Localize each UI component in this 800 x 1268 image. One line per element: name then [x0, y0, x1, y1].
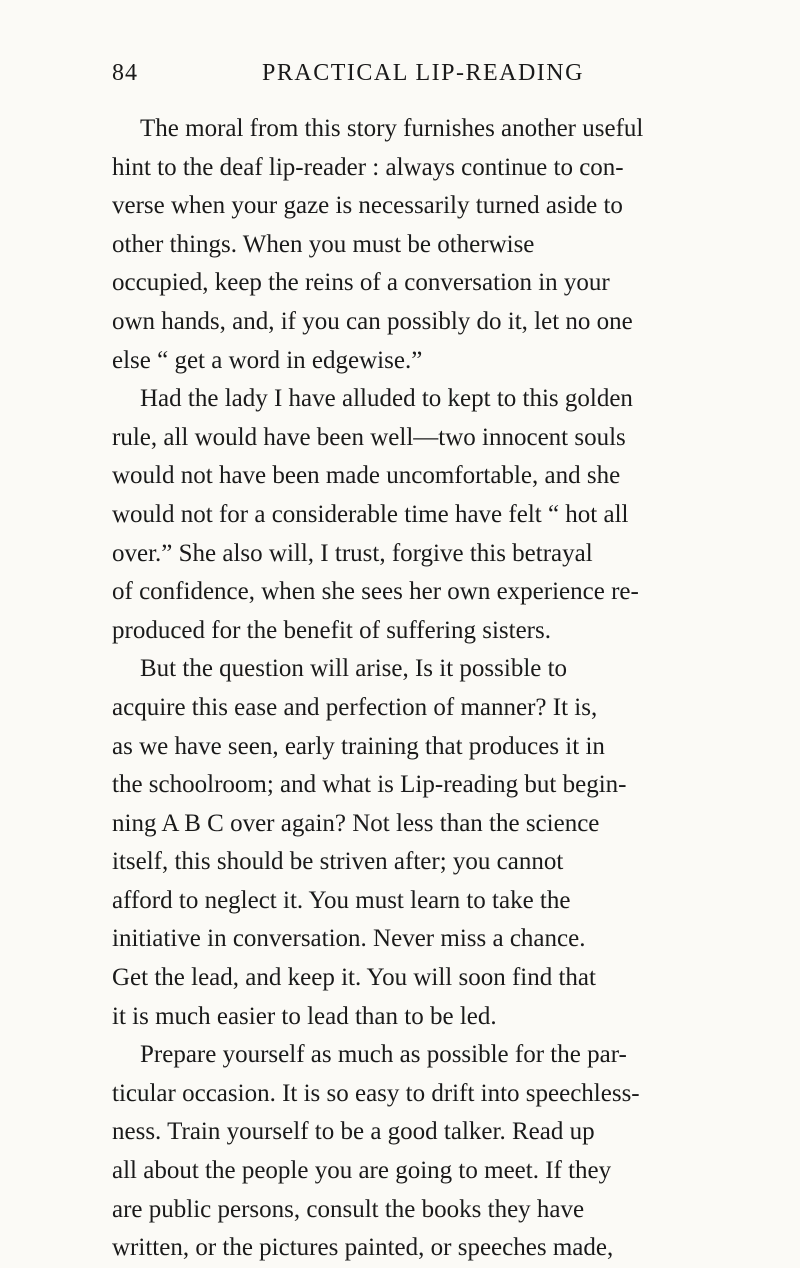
text-line: But the question will arise, Is it possible to	[140, 655, 568, 683]
text-line: other things. When you must be otherwise	[112, 230, 535, 258]
text-line: it is much easier to lead than to be led.	[112, 1002, 497, 1030]
running-title: PRACTICAL LIP-READING	[262, 60, 584, 86]
text-line: over.” She also will, I trust, forgive this betrayal	[112, 539, 593, 567]
text-line: are public persons, consult the books they have	[112, 1195, 585, 1223]
text-line: Get the lead, and keep it. You will soon find that	[112, 964, 596, 992]
text-line: itself, this should be striven after; you cannot	[112, 848, 564, 876]
text-line: ness. Train yourself to be a good talker. Read up	[112, 1118, 595, 1146]
text-line: own hands, and, if you can possibly do it, let no one	[112, 307, 633, 335]
text-line: as we have seen, early training that produces it in	[112, 732, 605, 760]
text-line: ning A B C over again? Not less than the science	[112, 809, 600, 837]
text-line: hint to the deaf lip-reader : always continue to con-	[112, 153, 624, 181]
text-line: else “ get a word in edgewise.”	[112, 346, 423, 374]
text-line: the schoolroom; and what is Lip-reading but begin-	[112, 771, 627, 799]
text-line: initiative in conversation. Never miss a chance.	[112, 925, 586, 953]
text-line: written, or the pictures painted, or speeches made,	[112, 1234, 614, 1262]
text-line: Had the lady I have alluded to kept to this golden	[140, 385, 633, 413]
text-line: ticular occasion. It is so easy to drift into speechless-	[112, 1079, 640, 1107]
text-line: of confidence, when she sees her own experience re-	[112, 578, 639, 606]
text-line: afford to neglect it. You must learn to take the	[112, 886, 571, 914]
text-line: would not have been made uncomfortable, and she	[112, 462, 621, 490]
text-line: rule, all would have been well—two innocent souls	[112, 423, 626, 451]
text-line: produced for the benefit of suffering sisters.	[112, 616, 551, 644]
text-line: acquire this ease and perfection of manner? It is,	[112, 693, 598, 721]
text-line: The moral from this story furnishes another useful	[140, 115, 644, 142]
page-number: 84	[112, 60, 138, 86]
text-line: all about the people you are going to meet. If they	[112, 1157, 612, 1185]
text-line: occupied, keep the reins of a conversation in your	[112, 269, 610, 297]
body-text	[112, 110, 792, 1268]
running-head	[112, 60, 732, 96]
text-line: Prepare yourself as much as possible for the par-	[140, 1041, 627, 1069]
text-line: would not for a considerable time have felt “ hot all	[112, 500, 629, 528]
text-line: verse when your gaze is necessarily turned aside to	[112, 192, 623, 220]
